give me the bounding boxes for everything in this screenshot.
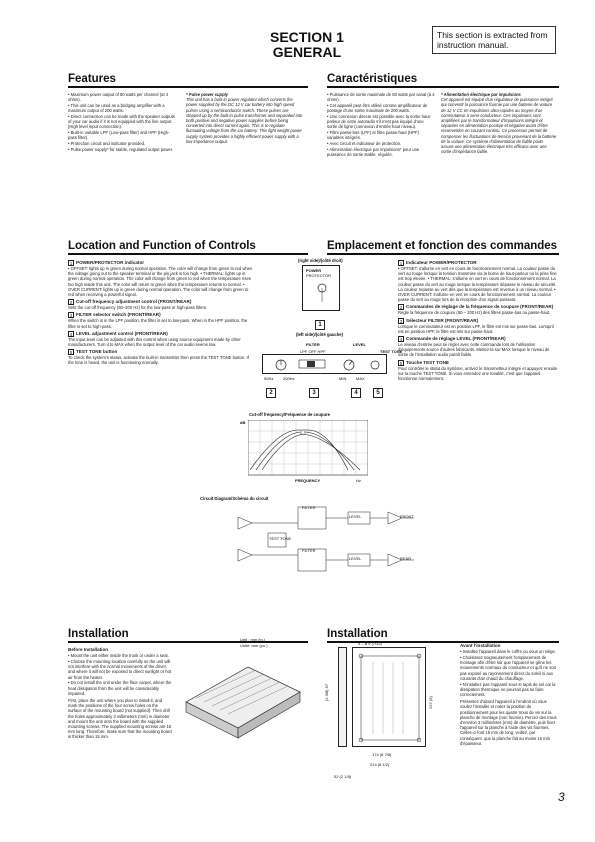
- circuit-level-front: LEVEL: [349, 514, 362, 519]
- emplacement-heading: Emplacement et fonction des commandes: [327, 240, 559, 255]
- unite-label: Unité: mm (po.): [240, 643, 268, 648]
- circuit-diagram: [228, 503, 418, 577]
- features-heading: Features: [68, 73, 308, 88]
- installation-fr-subtitle: Avant l'installation: [460, 643, 501, 648]
- level-label: LEVEL: [353, 342, 366, 347]
- list-item: • This unit can be used as a bridging amplifier with a maximum output of 200 watts.: [68, 103, 165, 114]
- note-text: This unit has a built-in power regulator which converts the power supplied by the DC 12 V car battery into high speed pulses using a semiconductor switch. These pulses are stepped up by the built-in pulse transformer and separated into both positive and negative power supplies before being converted into direct current again. This is to regulate fluctuating voltage from the car battery. This light weight power supply system provides a highly efficient power supply with a low impedance output.: [186, 97, 303, 144]
- mounting-outline: [352, 647, 426, 747]
- right-side-label: (right side)/(côté droit): [298, 258, 343, 263]
- control-3: [398, 318, 558, 334]
- dim-depth: 52 (2 1/8): [334, 774, 352, 779]
- dim-side: (2 3/8) 57: [324, 683, 330, 702]
- control-number: 2: [399, 305, 403, 311]
- installation-paragraph: First, place the unit where you plan to install it, and mark the positions of the four screw holes on the surface of the mounting board (not supplied). Then drill the holes approximately 3 millimeters (mm) in diameter and mount the unit onto the board with the supplied mounting screws. The supplied mounting screws are 15 mm long. Therefore, make sure that the mounting board is thicker than 15 mm.: [68, 698, 172, 740]
- callout-4: 4: [351, 388, 361, 398]
- cutoff-xlabel: FREQUENCY: [295, 478, 321, 483]
- control-text: Lorsque le commutateur est en position LPF, le filtre est mis sur passe-bas. Lorsqu'il est en position HPF, le filtre est mis sur passe-haut.: [398, 323, 555, 334]
- caracteristiques-heading: Caractéristiques: [327, 73, 559, 88]
- features-list: [68, 92, 176, 153]
- control-title: Sélecteur FILTER (FRONT/REAR): [406, 317, 479, 323]
- list-item: • Pulse power supply* for stable, regulated output power.: [68, 147, 174, 152]
- dim-height: 227 (9): [427, 696, 433, 709]
- level-min-label: MIN: [339, 376, 347, 381]
- control-number: 3: [69, 313, 73, 319]
- amplifier-illustration: [178, 652, 306, 740]
- list-item: • Avec circuit et indicateur de protection.: [327, 141, 402, 147]
- callout-1: 1: [315, 320, 325, 330]
- control-title: FILTER selector switch (FRONT/REAR): [76, 312, 161, 318]
- control-title: TEST TONE button: [76, 349, 118, 355]
- list-item: • Une connexion directe est possible avec la sortie haut-parleur de votre autoradio s'il n'est pas équipé d'une sortie de ligne (connexion d'entrée haut niveau).: [327, 114, 432, 130]
- cutoff-title: Cut-off frequency/Fréquence de coupure: [249, 412, 330, 417]
- control-text: To check the system's status, activate the built-in transmitter then press the TEST TONE button. If the tone is heard, the unit is functioning normally.: [68, 355, 249, 366]
- control-text: Sets the cut-off frequency (50–200 Hz) for the low-pass or high-pass filters.: [68, 305, 208, 311]
- control-title: Commandes de réglage de la fréquence de coupure (FRONT/REAR): [406, 304, 554, 310]
- list-item: • Puissance de sortie maximale de 80 watts par canal (à 4 ohms).: [327, 92, 435, 103]
- list-item: • Mount the unit either inside the trunk or under a seat.: [68, 653, 169, 659]
- test-tone-label: TEST TONE: [380, 349, 403, 354]
- circuit-filter-rear: FILTER: [302, 548, 316, 553]
- list-item: • Choose the mounting location carefully so the unit will not interfere with the normal movements of the driver, and where it will not be exposed to direct sunlight or hot air from the heater.: [68, 659, 172, 680]
- control-number: 5: [69, 350, 73, 356]
- location-controls: [68, 260, 254, 368]
- control-5: [68, 349, 254, 365]
- control-number: 5: [399, 360, 403, 366]
- note-title: * Pulse power supply: [186, 92, 229, 97]
- list-item: • Filtre passe-bas (LPF) et filtre passe-haut (HPF) variables intégrés.: [327, 130, 419, 141]
- installation-fr-heading: Installation: [327, 628, 559, 643]
- dim-inner-width: 174 (6 7/8): [372, 752, 392, 757]
- control-text: • OFFSET: s'allume en vert en cours de fonctionnement normal. La couleur passe du vert au rouge lorsque la tension transmise via la borne de haut-parleur ou la prise fine est trop élevée. • THERMAL: s'allume en vert en cours de fonctionnement normal. La couleur passe du vert au rouge lorsque la température dépasse le niveau de sécurité. La couleur repasse au vert dès que la température est revenue à un niveau normal. • OVER CURRENT: s'allume en vert en cours de fonctionnement normal. La couleur passe du vert au rouge lors de la réception d'un signal puissant.: [398, 266, 557, 303]
- control-text: Règle la fréquence de coupure (50 – 200 Hz) des filtres passe-bas ou passe-haut.: [398, 310, 551, 316]
- control-3: [68, 312, 254, 328]
- installation-fr-paragraph: Présentez d'abord l'appareil à l'endroit où vous voulez l'installer et notez la position de positionnement pour les quatre trous de vis sur la planche de montage (non fournie). Percez des trous d'environ 3 millimètres (mm) de diamètre, puis fixez l'appareil sur la planche à l'aide des vis fournies. Celles-ci font 15 mm de long; veillez, par conséquent, que la planche fait au moins 15 mm d'épaisseur.: [460, 699, 557, 746]
- section-number: SECTION 1: [270, 29, 344, 45]
- control-5: [398, 360, 558, 382]
- callout-3: 3: [309, 388, 319, 398]
- list-item: • Choisissez soigneusement l'emplacement de montage afin d'être sûr que l'appareil ne gêne les mouvements normaux du conducteur et qu'il ne soit pas exposé au rayonnement direct du soleil ni aux courants d'air chaud du chauffage.: [460, 655, 556, 681]
- circuit-title: Circuit Diagram/Schéma du circuit: [200, 496, 269, 501]
- cutoff-ylabel: dB: [240, 420, 246, 425]
- installation-subtitle: Before Installation: [68, 647, 109, 652]
- circuit-front: FRONT: [400, 514, 414, 519]
- left-side-label: (left side)/(côté gauche): [296, 332, 343, 337]
- control-number: 2: [69, 300, 73, 306]
- control-number: 4: [399, 337, 403, 343]
- circuit-test-tone: TEST TONE: [269, 536, 292, 541]
- dim-outer-width: 214 (8 1/2): [370, 762, 390, 767]
- side-profile: [338, 647, 347, 747]
- filter-label: FILTER: [306, 342, 320, 347]
- location-heading: Location and Function of Controls: [68, 240, 308, 255]
- list-item: • Direct connection can be made with the speaker outputs of your car audio if it is not equipped with the line output (High level input connection).: [68, 114, 175, 130]
- list-item: • Maximum power output of 80 watts per channel (at 4 ohms).: [68, 92, 169, 103]
- features-note: [186, 92, 304, 144]
- note-text: Cet appareil est équipé d'un régulateur de puissance intégré qui convertit la puissance fournie par une batterie de voiture de 12 V CC en impulsions ultra-rapides au moyen d'un commutateur à semi-conducteur. Ces impulsions sont amplifiées par le transformateur d'impulsions intégré et séparées en alimentation positive et négative avant d'être reconverties en courant continu. Ce processus permet de compenser les fluctuations de tension provenant de la batterie de la voiture. Ce système d'alimentation de faible poids assure une alimentation électrique très efficace avec une sortie d'impédance faible.: [441, 97, 557, 155]
- control-number: 4: [69, 331, 73, 337]
- control-4: [398, 336, 558, 358]
- unit-label: Unit : mm (in.): [240, 637, 266, 642]
- power-indicator-icon: [303, 276, 341, 312]
- extract-notice: This section is extracted from instruction manual.: [432, 26, 556, 54]
- top-view-icon: [353, 648, 427, 748]
- control-text: • OFFSET: lights up in green during normal operation. The color will change from green to red when the voltage going out to the speaker terminal or the pin jack is too high. • THERMAL: lights up in green during normal operation. The color will change from green to red when the temperature rises too high inside this unit. The color will return to green when the temperature returns to normal. • OVER CURRENT: lights up in green during normal operation. The color will change from green to red when receiving a powerful signal.: [68, 266, 253, 298]
- control-number: 1: [69, 261, 73, 266]
- installation-heading: Installation: [68, 628, 308, 643]
- control-panel: [262, 354, 387, 374]
- cutoff-graph: [248, 420, 368, 480]
- freq-low-label: 50Hz: [264, 376, 274, 381]
- control-1: [398, 260, 558, 302]
- freq-high-label: 200Hz: [283, 376, 295, 381]
- cutoff-xunit: Hz: [356, 478, 361, 483]
- callout-5: 5: [373, 388, 383, 398]
- control-text: Le niveau d'entrée peut se régler avec cette commande lors de l'utilisation d'équipements source d'autres fabricants. Mettez-la sur MAX lorsque le niveau de sortie de l'installation audio paraît faible.: [398, 342, 550, 358]
- installation-text: [68, 647, 172, 740]
- power-label: POWER: [306, 268, 322, 273]
- list-item: • Protection circuit and indicator provided.: [68, 141, 146, 147]
- control-text: Pour contrôler le statut du système, activez le transmetteur intégré et appuyez ensuite sur la touche TEST TONE. Si vous entendez une tonalité, c'est que l'appareil fonctionne normalement.: [398, 365, 558, 382]
- control-4: [68, 331, 254, 347]
- circuit-rear: REAR: [400, 556, 412, 561]
- lpf-off-hpf-label: LPF OFF HPF: [300, 349, 326, 354]
- list-item: • Do not install the unit under the floor carpet, where the heat dissipation from the unit will be considerably impaired.: [68, 680, 172, 696]
- control-title: POWER/PROTECTOR indicator: [76, 260, 145, 265]
- circuit-level-rear: LEVEL: [349, 556, 362, 561]
- section-title: GENERAL: [272, 44, 342, 60]
- dim-holes: 4 – ø 5 (7/32): [358, 641, 383, 646]
- control-2: [68, 299, 254, 310]
- protector-label: PROTECTOR: [306, 273, 332, 278]
- control-title: Cut-off frequency adjustment control (FRONT/REAR): [76, 299, 192, 305]
- list-item: • Installez l'appareil dans le coffre ou sous un siège.: [460, 649, 556, 655]
- control-title: Indicateur POWER/PROTECTOR: [406, 260, 477, 265]
- note-title: * Alimentation électrique par impulsions: [441, 92, 521, 97]
- level-max-label: MAX: [356, 376, 365, 381]
- caracteristiques-list: [327, 92, 435, 158]
- page-number: 3: [558, 790, 565, 804]
- list-item: • N'installez pas l'appareil sous le tapis de sol car la dissipation thermique ne pourrait pas se faire correctement.: [460, 681, 556, 698]
- control-text: When the switch is in the LPF position, the filter is set to low-pass. When in the HPF position, the filter is set to high-pass.: [68, 318, 248, 329]
- control-title: Touche TEST TONE: [406, 359, 449, 365]
- emplacement-controls: [398, 260, 558, 383]
- list-item: • Built-in variable LPF (Low-pass filter) and HPF (High-pass filter).: [68, 130, 170, 141]
- control-title: Commande de réglage LEVEL (FRONT/REAR): [406, 336, 506, 342]
- power-panel: [302, 265, 340, 311]
- control-number: 3: [399, 318, 403, 324]
- control-text: The input level can be adjusted with this control when using source equipment made by other manufacturers. Turn it to MAX when the output level of the car audio seems low.: [68, 336, 241, 348]
- control-2: [398, 304, 558, 315]
- section-heading: [270, 30, 344, 60]
- list-item: • Alimentation électrique par impulsions* pour une puissance de sortie stable, régulée.: [327, 147, 420, 158]
- control-number: 1: [399, 261, 403, 266]
- installation-fr-text: [460, 643, 558, 746]
- list-item: • Cet appareil peut être utilisé comme amplificateur de pontage d'une sortie maximale de 200 watts.: [327, 103, 428, 114]
- control-1: [68, 260, 254, 297]
- panel-controls-icon: [263, 355, 388, 375]
- callout-2: 2: [266, 388, 276, 398]
- control-title: LEVEL adjustment control (FRONT/REAR): [76, 330, 168, 336]
- circuit-filter-front: FILTER: [302, 505, 316, 510]
- caracteristiques-note: [441, 92, 557, 154]
